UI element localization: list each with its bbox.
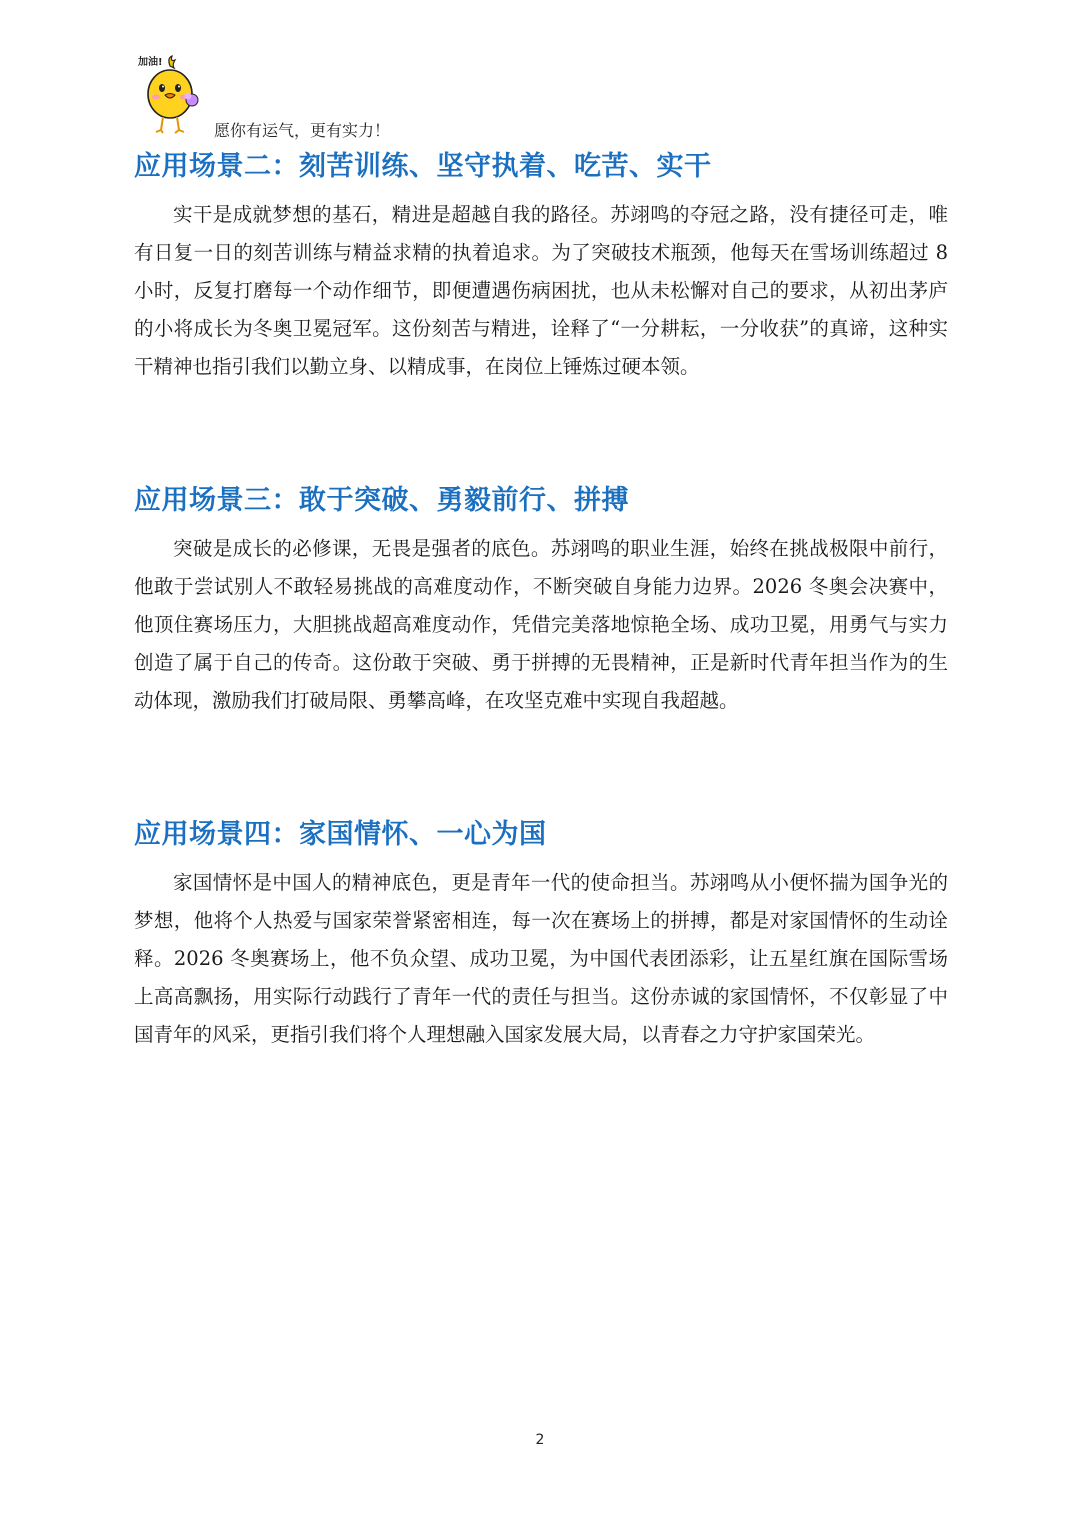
section-title: 应用场景二：刻苦训练、坚守执着、吃苦、实干 xyxy=(134,151,712,182)
section-title: 应用场景四：家国情怀、一心为国 xyxy=(134,819,547,850)
section-scenario-3 xyxy=(134,484,948,720)
page-number: 2 xyxy=(535,1432,545,1448)
header-tagline: 愿你有运气，更有实力！ xyxy=(214,121,391,140)
section-paragraph: 突破是成长的必修课，无畏是强者的底色。苏翊鸣的职业生涯，始终在挑战极限中前行，他敢于尝试别人不敢轻易挑战的高难度动作，不断突破自身能力边界。2026 冬奥会决赛中，他顶住赛场压力，大胆挑战超高难度动作，凭借完美落地惊艳全场、成功卫冕，用勇气与实力创造了属于自己的传奇。这份敢于突破、勇于拼搏的无畏精神，正是新时代青年担当作为的生动体现，激励我们打破局限、勇攀高峰，在攻坚克难中实现自我超越。 xyxy=(134,537,948,712)
section-scenario-2 xyxy=(134,150,948,386)
mascot-badge: 加油! xyxy=(138,57,163,68)
section-paragraph: 实干是成就梦想的基石，精进是超越自我的路径。苏翊鸣的夺冠之路，没有捷径可走，唯有日复一日的刻苦训练与精益求精的执着追求。为了突破技术瓶颈，他每天在雪场训练超过 8 小时，反复打磨每一个动作细节，即便遭遇伤病困扰，也从未松懈对自己的要求，从初出茅庐的小将成长为冬奥卫冕冠军。这份刻苦与精进，诠释了“一分耕耘，一分收获”的真谛，这种实干精神也指引我们以勤立身、以精成事，在岗位上锤炼过硬本领。 xyxy=(134,203,948,378)
chick-mascot-icon xyxy=(134,52,206,134)
section-paragraph: 家国情怀是中国人的精神底色，更是青年一代的使命担当。苏翊鸣从小便怀揣为国争光的梦想，他将个人热爱与国家荣誉紧密相连，每一次在赛场上的拼搏，都是对家国情怀的生动诠释。2026 冬奥赛场上，他不负众望、成功卫冕，为中国代表团添彩，让五星红旗在国际雪场上高高飘扬，用实际行动践行了青年一代的责任与担当。这份赤诚的家国情怀，不仅彰显了中国青年的风采，更指引我们将个人理想融入国家发展大局，以青春之力守护家国荣光。 xyxy=(134,871,948,1046)
section-scenario-4 xyxy=(134,818,948,1054)
page-header xyxy=(134,52,434,142)
section-title: 应用场景三：敢于突破、勇毅前行、拼搏 xyxy=(134,485,629,516)
